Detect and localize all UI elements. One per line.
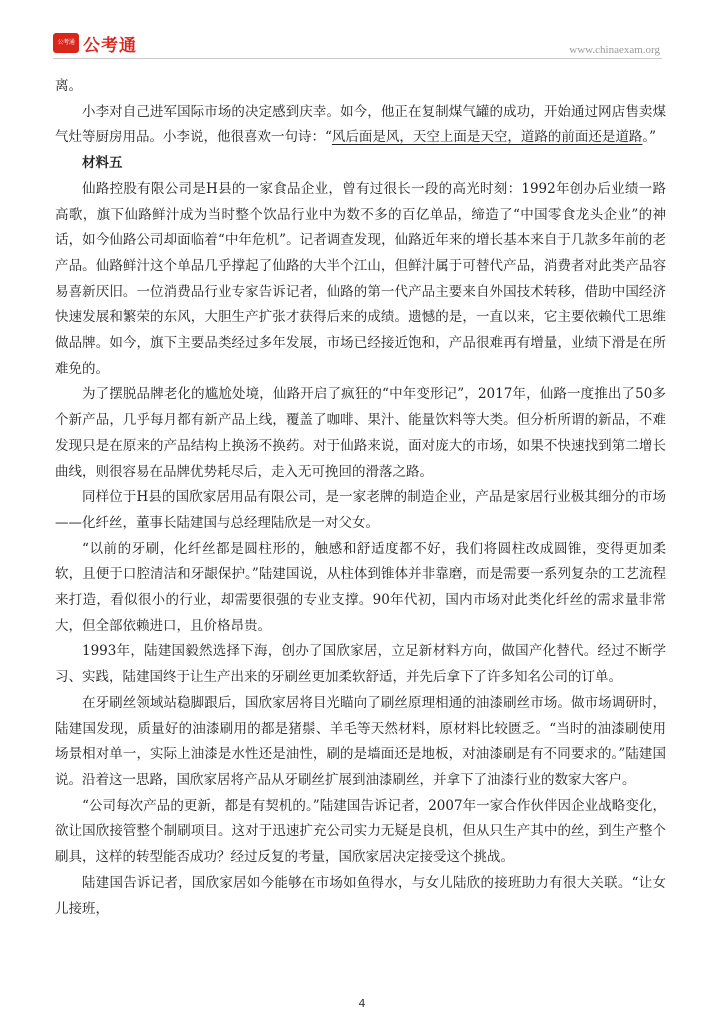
paragraph: “以前的牙刷，化纤丝都是圆柱形的，触感和舒适度都不好，我们将圆柱改成圆锥，变得更加柔软，且便于口腔清洁和牙龈保护。”陆建国说，从柱体到锥体并非靠磨，而是需要一系列复杂的工艺流程来打造，看似很小的行业，却需要很强的专业支撑。90年代初，国内市场对此类化纤丝的需求量非常大，但全部依赖进口，且价格昂贵。 xyxy=(55,540,666,634)
paragraph: 陆建国告诉记者，国欣家居如今能够在市场如鱼得水，与女儿陆欣的接班助力有很大关联。“让女儿接班， xyxy=(55,874,666,917)
site-url: www.chinaexam.org xyxy=(569,44,660,56)
header-divider xyxy=(53,58,662,59)
paragraph: 仙路控股有限公司是H县的一家食品企业，曾有过很长一段的高光时刻：1992年创办后业绩一路高歌，旗下仙路鲜汁成为当时整个饮品行业中为数不多的百亿单品，缔造了“中国零食龙头企业”的神话，如今仙路公司却面临着“中年危机”。记者调查发现，仙路近年来的增长基本来自于几款多年前的老产品。仙路鲜汁这个单品几乎撑起了仙路的大半个江山，但鲜汁属于可替代产品，消费者对此类产品容易喜新厌旧。一位消费品行业专家告诉记者，仙路的第一代产品主要来自外国技术转移，借助中国经济快速发展和繁荣的东风，大胆生产扩张才获得后来的成绩。遗憾的是，一直以来，它主要依赖代工思维做品牌。如今，旗下主要品类经过多年发展，市场已经接近饱和，产品很难再有增量，业绩下滑是在所难免的。 xyxy=(55,180,666,377)
logo-badge: 公考通 xyxy=(53,33,79,53)
paragraph: 同样位于H县的国欣家居用品有限公司，是一家老牌的制造企业，产品是家居行业极其细分的市场——化纤丝，董事长陆建国与总经理陆欣是一对父女。 xyxy=(55,489,666,531)
document-body xyxy=(55,74,666,922)
paragraph-text: 。” xyxy=(642,129,657,146)
paragraph-text: 小李对自己进军国际市场的决定感到庆幸。如今，他正在复制煤气罐的成功，开始通过网店售卖煤气灶等厨房用品。小李说，他很喜欢一句诗：“ xyxy=(55,103,666,146)
paragraph: “公司每次产品的更新，都是有契机的。”陆建国告诉记者，2007年一家合作伙伴因企业战略变化，欲让国欣接管整个制刷项目。这对于迅速扩充公司实力无疑是良机，但从只生产其中的丝，到生产整个刷具，这样的转型能否成功？经过反复的考量，国欣家居决定接受这个挑战。 xyxy=(55,797,666,866)
paragraph: 为了摆脱品牌老化的尴尬处境，仙路开启了疯狂的“中年变形记”，2017年，仙路一度推出了50多个新产品，几乎每月都有新产品上线，覆盖了咖啡、果汁、能量饮料等大类。但分析所谓的新品，不难发现只是在原来的产品结构上换汤不换药。对于仙路来说，面对庞大的市场，如果不快速找到第二增长曲线，则很容易在品牌优势耗尽后，走入无可挽回的滑落之路。 xyxy=(55,386,666,480)
page-number: 4 xyxy=(358,997,366,1010)
section-heading: 材料五 xyxy=(82,155,123,172)
paragraph: 1993年，陆建国毅然选择下海，创办了国欣家居，立足新材料方向，做国产化替代。经过不断学习、实践，陆建国终于让生产出来的牙刷丝更加柔软舒适，并先后拿下了许多知名公司的订单。 xyxy=(55,643,666,686)
logo-text: 公考通 xyxy=(83,36,137,56)
underlined-quote: 风后面是风，天空上面是天空，道路的前面还是道路 xyxy=(331,129,643,146)
page-header xyxy=(0,0,724,62)
paragraph-continuation: 离。 xyxy=(55,78,82,94)
paragraph: 在牙刷丝领域站稳脚跟后，国欣家居将目光瞄向了刷丝原理相通的油漆刷丝市场。做市场调研时，陆建国发现，质量好的油漆刷用的都是猪鬃、羊毛等天然材料，原材料比较匮乏。“当时的油漆刷使用场景相对单一，实际上油漆是水性还是油性，刷的是墙面还是地板，对油漆刷是有不同要求的。”陆建国说。沿着这一思路，国欣家居将产品从牙刷丝扩展到油漆刷丝，并拿下了油漆行业的数家大客户。 xyxy=(55,694,666,788)
paragraph xyxy=(55,100,666,151)
